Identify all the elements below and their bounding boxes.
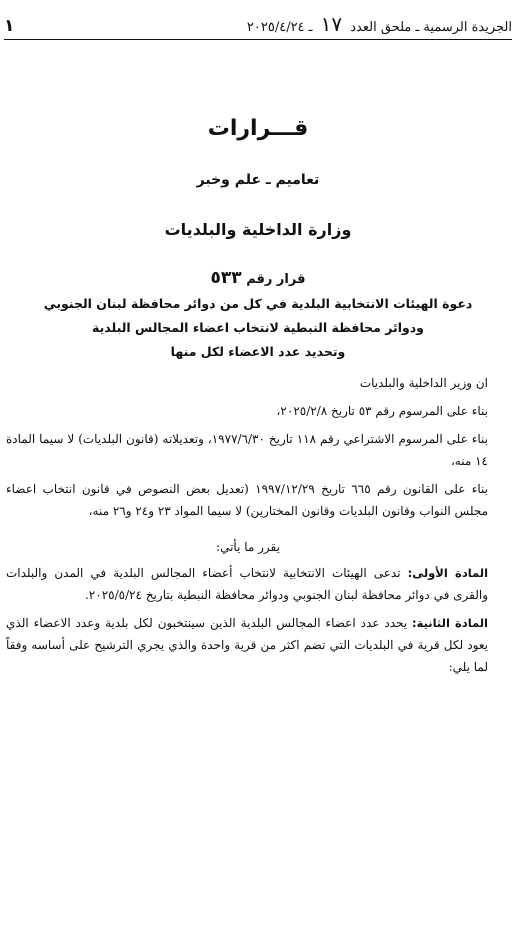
decision-subject-line-3: وتحديد عدد الاعضاء لكل منها — [170, 344, 346, 359]
decision-subject-line-2: ودوائر محافظة النبطية لانتخاب اعضاء المجالس البلدية — [92, 320, 424, 335]
decision-number-label: قرار رقم — [246, 272, 306, 287]
article-1-label: المادة الأولى: — [407, 566, 489, 580]
ministry-title: وزارة الداخلية والبلديات — [164, 220, 352, 239]
resolve-text: يقرر ما يأتي: — [216, 540, 280, 554]
decision-number-line — [18, 266, 498, 292]
basis-paragraph-3: بناء على القانون رقم ٦٦٥ تاريخ ١٩٩٧/١٢/٢٩ (تعديل بعض النصوص في قانون انتخاب اعضاء مجلس النواب وقانون البلديات وقانون المختارين) لا سيما المواد ٢٣ و٢٤ و٢٦ منه، — [6, 482, 488, 518]
decision-body — [6, 372, 510, 684]
page-number: ١ — [4, 16, 15, 36]
basis-paragraph-1: بناء على المرسوم رقم ٥٣ تاريخ ٢٠٢٥/٢/٨، — [276, 404, 488, 418]
main-title: قـــرارات — [207, 116, 309, 141]
basis-paragraph-2: بناء على المرسوم الاشتراعي رقم ١١٨ تاريخ ١٩٧٧/٦/٣٠، وتعديلاته (قانون البلديات) لا سيما المادة ١٤ منه، — [6, 432, 488, 468]
article-1-text: تدعى الهيئات الانتخابية لانتخاب أعضاء المجالس البلدية في المدن والبلدات والقرى في دوائر محافظة لبنان الجنوبي ودوائر محافظة النبطية بتاريخ ٢٠٢٥/٥/٢٤. — [6, 566, 488, 602]
decision-subject-line-1: دعوة الهيئات الانتخابية البلدية في كل من دوائر محافظة لبنان الجنوبي — [43, 296, 473, 311]
intro-line: ان وزير الداخلية والبلديات — [359, 376, 488, 390]
issue-number: ١٧ — [320, 12, 343, 36]
header-title-prefix: الجريدة الرسمية ـ ملحق العدد — [350, 20, 512, 35]
section-title: تعاميم ـ علم وخبر — [196, 172, 320, 188]
article-2-text: يحدد عدد اعضاء المجالس البلدية الذين سينتخبون لكل بلدية وعدد الاعضاء الذي يعود لكل قرية في البلديات التي تضم اكثر من قرية واحدة والذي يجري الترشيح على أساسه وفقاً لما يلي: — [6, 616, 488, 674]
article-2 — [6, 612, 510, 678]
header-date: ـ ٢٠٢٥/٤/٢٤ — [246, 20, 313, 35]
resolve-line — [6, 536, 510, 558]
article-1 — [6, 562, 510, 606]
decision-number: ٥٣٣ — [210, 268, 242, 288]
page-header — [4, 8, 512, 40]
gazette-header-title — [247, 12, 512, 36]
decision-heading — [18, 266, 498, 364]
article-2-label: المادة الثانية: — [412, 616, 488, 630]
